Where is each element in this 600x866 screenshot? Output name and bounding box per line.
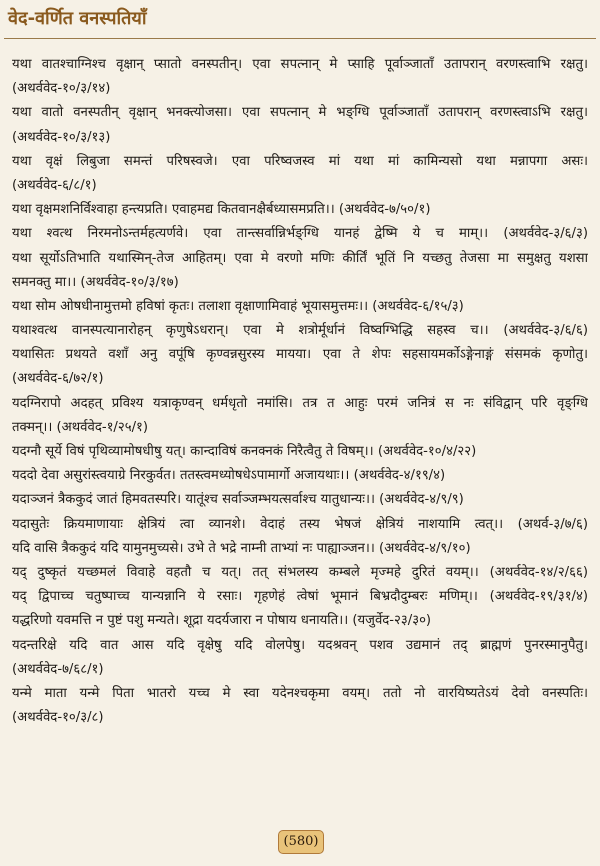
text-line: यद् द्विपाच्च चतुष्पाच्च यान्यन्नानि ये रसाः। गृहणेहं त्वेषां भूमानं बिभ्रदौदुम्बरः मणिम्।। (अथर्ववेद-१९/३१/४)	[12, 589, 588, 605]
text-line: यथाश्वत्थ वानस्पत्यानारोहन् कृणुषेऽधरान्। एवा मे शत्रोर्मूर्धानं विष्वग्भिद्धि सहस्व च।। (अथर्ववेद-३/६/६)	[12, 323, 588, 339]
text-line: यदग्नौ सूर्ये विषं पृथिव्यामोषधीषु यत्। कान्दाविषं कनक्नकं निरैत्वैतु ते विषम्।। (अथर्ववेद-१०/४/२२)	[12, 444, 477, 459]
text-line: यदग्निरापो अदहत् प्रविश्य यत्राकृण्वन् धर्मधृतो नमांसि। तत्र त आहुः परमं जनित्रं स नः संविद्वान् परि वृङ्ग्धि	[12, 395, 588, 411]
text-line: यन्मे माता यन्मे पिता भातरो यच्च मे स्वा यदेनश्चकृमा वयम्। ततो नो वारयिष्यतेऽयं देवो वनस्पतिः।	[12, 685, 588, 701]
text-line: (अथर्ववेद-१०/३/१४)	[12, 81, 111, 97]
text-line: समनक्तु मा।। (अथर्ववेद-१०/३/१७)	[12, 274, 179, 290]
chapter-title: वेद-वर्णित वनस्पतियाँ	[8, 8, 147, 29]
text-line: यथा सोम ओषधीनामुत्तमो हविषां कृतः। तलाशा वृक्षाणामिवाहं भूयासमुत्तमः।। (अथर्ववेद-६/१५/३)	[12, 298, 464, 314]
text-line: यद्धरिणो यवमत्ति न पुष्टं पशु मन्यते। शूद्रा यदर्यजारा न पोषाय धनायति।। (यजुर्वेद-२३/३०)	[12, 613, 432, 629]
text-line: यथा श्वत्थ निरमनोऽन्तर्महत्यर्णवे। एवा तान्त्सर्वान्निर्भङ्ग्धि यानहं द्वेष्मि ये च माम्।। (अथर्ववेद-३/६/३)	[12, 226, 588, 242]
verse-text-body	[12, 53, 588, 730]
text-line: (अथर्ववेद-६/८/१)	[12, 177, 97, 193]
text-line: यथा सूर्योऽतिभाति यथास्मिन्-तेज आहितम्। एवा मे वरणो मणिः कीर्तिं भूतिं नि यच्छतु तेजसा मा समुक्षतु यशसा	[12, 250, 588, 266]
text-line: यथा वृक्षमशनिर्विश्वाहा हन्त्यप्रति। एवाहमद्य कितवानक्षैर्बध्यासमप्रति।। (अथर्ववेद-७/५०/१)	[12, 202, 431, 218]
header-divider	[4, 38, 596, 39]
text-line: यद् दुष्कृतं यच्छमलं विवाहे वहतौ च यत्। तत् संभलस्य कम्बले मृज्महे दुरितं वयम्।। (अथर्ववेद-१४/२/६६)	[12, 564, 588, 580]
running-header	[0, 0, 600, 40]
text-line: यदि वासि त्रैककुदं यदि यामुनमुच्यसे। उभे ते भद्रे नाम्नी ताभ्यां नः पाह्याञ्जन।। (अथर्ववेद-४/९/१०)	[12, 540, 471, 556]
text-line: तक्मन्।। (अथर्ववेद-१/२५/१)	[12, 419, 149, 435]
text-line: यथा वातो वनस्पतीन् वृक्षान् भनक्त्योजसा। एवा सपत्नान् मे भङ्ग्धि पूर्वाञ्जाताँ उतापरान् वरणस्त्वाऽभि रक्षतु।	[12, 105, 588, 121]
text-line: (अथर्ववेद-६/७२/१)	[12, 371, 104, 387]
text-line: (अथर्ववेद-७/६८/१)	[12, 661, 104, 677]
text-line: (अथर्ववेद-१०/३/१३)	[12, 129, 111, 145]
text-line: (अथर्ववेद-१०/३/८)	[12, 710, 104, 726]
text-line: यथा वृक्षं लिबुजा समन्तं परिषस्वजे। एवा परिष्वजस्व मां यथा मां कामिन्यसो यथा मन्नापगा असः।	[12, 153, 588, 169]
text-line: यददो देवा असुरांस्त्वयाग्रे निरकुर्वत। ततस्त्वमध्योषधेऽपामार्गो अजायथाः।। (अथर्ववेद-४/१९/४)	[12, 468, 446, 484]
text-line: यथा वातश्चाग्निश्च वृक्षान् प्सातो वनस्पतीन्। एवा सपत्नान् मे प्साहि पूर्वाञ्जाताँ उतापरान् वरणस्त्वाभि रक्षतु।	[12, 57, 588, 72]
page-number: (580)	[278, 830, 324, 854]
text-line: यदासुतेः क्रियमाणायाः क्षेत्रियं त्वा व्यानशे। वेदाहं तस्य भेषजं क्षेत्रियं नाशयामि त्वत्।। (अथर्व-३/७/६)	[12, 516, 588, 532]
text-line: यदाञ्जनं त्रैककुदं जातं हिमवतस्परि। यातूंश्च सर्वाञ्जम्भयत्सर्वाश्च यातुधान्यः।। (अथर्ववेद-४/९/९)	[12, 492, 464, 508]
text-line: यदन्तरिक्षे यदि वात आस यदि वृक्षेषु यदि वोलपेषु। यदश्रवन् पशव उद्यमानं तद् ब्राह्मणं पुनरस्मानुपैतु।	[12, 637, 588, 653]
text-line: यथासितः प्रथयते वशाँ अनु वपूंषि कृण्वन्नसुरस्य मायया। एवा ते शेपः सहसायमर्कोऽङ्गेनाङ्गं संसमकं कृणोतु।	[12, 347, 588, 363]
